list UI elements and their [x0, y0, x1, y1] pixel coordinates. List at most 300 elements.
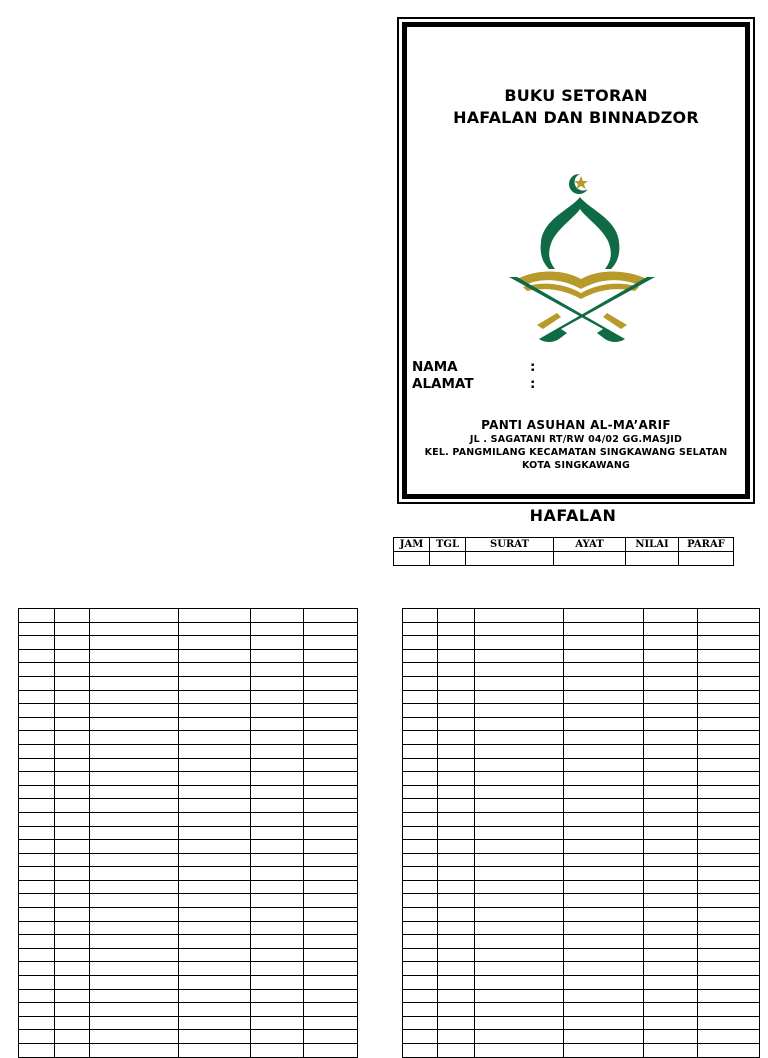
- table-cell[interactable]: [55, 894, 90, 908]
- table-cell[interactable]: [403, 812, 438, 826]
- table-cell[interactable]: [251, 880, 304, 894]
- table-cell[interactable]: [564, 840, 644, 854]
- table-cell[interactable]: [698, 622, 760, 636]
- table-cell[interactable]: [55, 1016, 90, 1030]
- table-cell[interactable]: [644, 704, 698, 718]
- table-cell[interactable]: [475, 894, 564, 908]
- table-cell[interactable]: [304, 976, 358, 990]
- table-cell[interactable]: [304, 1003, 358, 1017]
- table-cell[interactable]: [564, 1030, 644, 1044]
- table-cell[interactable]: [644, 690, 698, 704]
- table-cell[interactable]: [438, 921, 475, 935]
- table-cell[interactable]: [698, 840, 760, 854]
- table-cell[interactable]: [251, 731, 304, 745]
- table-cell[interactable]: [564, 976, 644, 990]
- table-cell[interactable]: [179, 636, 251, 650]
- table-cell[interactable]: [55, 676, 90, 690]
- table-cell[interactable]: [304, 649, 358, 663]
- table-cell[interactable]: [251, 853, 304, 867]
- table-cell[interactable]: [179, 894, 251, 908]
- table-cell[interactable]: [19, 649, 55, 663]
- table-cell[interactable]: [644, 731, 698, 745]
- table-cell[interactable]: [19, 853, 55, 867]
- table-cell[interactable]: [179, 826, 251, 840]
- table-cell[interactable]: [251, 935, 304, 949]
- table-cell[interactable]: [55, 663, 90, 677]
- table-cell[interactable]: [698, 1003, 760, 1017]
- table-cell[interactable]: [90, 976, 179, 990]
- table-cell[interactable]: [304, 948, 358, 962]
- table-cell[interactable]: [564, 704, 644, 718]
- table-cell[interactable]: [55, 962, 90, 976]
- table-cell[interactable]: [564, 758, 644, 772]
- table-cell[interactable]: [179, 799, 251, 813]
- table-cell[interactable]: [304, 853, 358, 867]
- table-cell[interactable]: [403, 1044, 438, 1058]
- table-cell[interactable]: [304, 717, 358, 731]
- table-cell[interactable]: [698, 908, 760, 922]
- table-cell[interactable]: [55, 948, 90, 962]
- table-cell[interactable]: [698, 921, 760, 935]
- table-cell[interactable]: [55, 840, 90, 854]
- table-cell[interactable]: [304, 785, 358, 799]
- table-cell[interactable]: [403, 853, 438, 867]
- table-cell[interactable]: [644, 1044, 698, 1058]
- table-cell[interactable]: [90, 880, 179, 894]
- table-cell[interactable]: [403, 772, 438, 786]
- table-cell[interactable]: [55, 867, 90, 881]
- table-cell[interactable]: [179, 1044, 251, 1058]
- table-cell[interactable]: [251, 609, 304, 623]
- table-cell[interactable]: [438, 962, 475, 976]
- table-cell[interactable]: [179, 962, 251, 976]
- table-cell[interactable]: [698, 717, 760, 731]
- table-cell[interactable]: [403, 785, 438, 799]
- table-cell[interactable]: [438, 826, 475, 840]
- table-cell[interactable]: [19, 880, 55, 894]
- table-cell[interactable]: [55, 908, 90, 922]
- table-cell[interactable]: [475, 609, 564, 623]
- table-cell[interactable]: [179, 785, 251, 799]
- table-cell[interactable]: [55, 812, 90, 826]
- table-cell[interactable]: [251, 785, 304, 799]
- table-cell[interactable]: [438, 840, 475, 854]
- table-cell[interactable]: [698, 853, 760, 867]
- table-cell[interactable]: [438, 935, 475, 949]
- table-cell[interactable]: [644, 1030, 698, 1044]
- table-cell[interactable]: [403, 1003, 438, 1017]
- table-cell[interactable]: [90, 948, 179, 962]
- table-cell[interactable]: [564, 812, 644, 826]
- table-cell[interactable]: [90, 1003, 179, 1017]
- table-cell[interactable]: [304, 867, 358, 881]
- table-cell[interactable]: [251, 758, 304, 772]
- table-cell[interactable]: [19, 1016, 55, 1030]
- table-cell[interactable]: [179, 649, 251, 663]
- table-cell[interactable]: [475, 799, 564, 813]
- table-cell[interactable]: [564, 894, 644, 908]
- table-cell[interactable]: [475, 867, 564, 881]
- table-cell[interactable]: [251, 772, 304, 786]
- table-cell[interactable]: [475, 812, 564, 826]
- table-cell[interactable]: [564, 908, 644, 922]
- table-cell[interactable]: [644, 785, 698, 799]
- table-cell[interactable]: [644, 772, 698, 786]
- table-cell[interactable]: [251, 636, 304, 650]
- table-cell[interactable]: [304, 690, 358, 704]
- table-cell[interactable]: [475, 989, 564, 1003]
- table-cell[interactable]: [304, 609, 358, 623]
- table-cell[interactable]: [403, 867, 438, 881]
- table-cell[interactable]: [438, 636, 475, 650]
- table-cell[interactable]: [55, 1044, 90, 1058]
- table-cell[interactable]: [698, 894, 760, 908]
- table-cell[interactable]: [251, 1030, 304, 1044]
- table-cell[interactable]: [90, 609, 179, 623]
- table-cell[interactable]: [19, 690, 55, 704]
- table-cell[interactable]: [403, 758, 438, 772]
- table-cell[interactable]: [438, 704, 475, 718]
- table-cell[interactable]: [644, 636, 698, 650]
- table-cell[interactable]: [644, 826, 698, 840]
- table-cell[interactable]: [403, 1030, 438, 1044]
- table-cell[interactable]: [90, 717, 179, 731]
- table-cell[interactable]: [475, 649, 564, 663]
- table-cell[interactable]: [179, 1003, 251, 1017]
- table-cell[interactable]: [403, 622, 438, 636]
- table-cell[interactable]: [304, 622, 358, 636]
- table-cell[interactable]: [90, 704, 179, 718]
- table-cell[interactable]: [304, 772, 358, 786]
- table-cell[interactable]: [55, 758, 90, 772]
- table-cell[interactable]: [644, 622, 698, 636]
- table-cell[interactable]: [179, 704, 251, 718]
- table-cell[interactable]: [251, 840, 304, 854]
- table-cell[interactable]: [251, 826, 304, 840]
- table-cell[interactable]: [251, 676, 304, 690]
- table-cell[interactable]: [304, 663, 358, 677]
- table-cell[interactable]: [19, 948, 55, 962]
- table-cell[interactable]: [679, 552, 734, 566]
- table-cell[interactable]: [698, 690, 760, 704]
- table-cell[interactable]: [403, 799, 438, 813]
- table-cell[interactable]: [564, 744, 644, 758]
- table-cell[interactable]: [304, 636, 358, 650]
- table-cell[interactable]: [403, 663, 438, 677]
- table-cell[interactable]: [19, 758, 55, 772]
- table-cell[interactable]: [644, 663, 698, 677]
- table-cell[interactable]: [698, 1030, 760, 1044]
- table-cell[interactable]: [179, 717, 251, 731]
- table-cell[interactable]: [179, 676, 251, 690]
- table-cell[interactable]: [564, 989, 644, 1003]
- table-cell[interactable]: [403, 976, 438, 990]
- table-cell[interactable]: [251, 744, 304, 758]
- table-cell[interactable]: [304, 799, 358, 813]
- table-cell[interactable]: [475, 690, 564, 704]
- table-cell[interactable]: [179, 840, 251, 854]
- table-cell[interactable]: [438, 880, 475, 894]
- table-cell[interactable]: [90, 690, 179, 704]
- table-cell[interactable]: [644, 717, 698, 731]
- table-cell[interactable]: [438, 812, 475, 826]
- table-cell[interactable]: [90, 1030, 179, 1044]
- table-cell[interactable]: [55, 609, 90, 623]
- table-cell[interactable]: [90, 962, 179, 976]
- table-cell[interactable]: [403, 826, 438, 840]
- table-cell[interactable]: [438, 989, 475, 1003]
- table-cell[interactable]: [475, 744, 564, 758]
- table-cell[interactable]: [698, 812, 760, 826]
- table-cell[interactable]: [438, 622, 475, 636]
- table-cell[interactable]: [55, 772, 90, 786]
- table-cell[interactable]: [251, 1044, 304, 1058]
- table-cell[interactable]: [644, 962, 698, 976]
- table-cell[interactable]: [698, 731, 760, 745]
- table-cell[interactable]: [644, 935, 698, 949]
- table-cell[interactable]: [438, 908, 475, 922]
- table-cell[interactable]: [90, 731, 179, 745]
- table-cell[interactable]: [251, 962, 304, 976]
- table-cell[interactable]: [438, 609, 475, 623]
- table-cell[interactable]: [19, 962, 55, 976]
- table-cell[interactable]: [403, 676, 438, 690]
- table-cell[interactable]: [698, 785, 760, 799]
- table-cell[interactable]: [179, 948, 251, 962]
- table-cell[interactable]: [304, 676, 358, 690]
- table-cell[interactable]: [475, 1003, 564, 1017]
- table-cell[interactable]: [179, 867, 251, 881]
- table-cell[interactable]: [644, 989, 698, 1003]
- table-cell[interactable]: [438, 785, 475, 799]
- table-cell[interactable]: [55, 853, 90, 867]
- table-cell[interactable]: [19, 799, 55, 813]
- table-cell[interactable]: [698, 962, 760, 976]
- table-cell[interactable]: [475, 935, 564, 949]
- table-cell[interactable]: [90, 676, 179, 690]
- table-cell[interactable]: [19, 1044, 55, 1058]
- table-cell[interactable]: [644, 676, 698, 690]
- table-cell[interactable]: [19, 731, 55, 745]
- table-cell[interactable]: [304, 962, 358, 976]
- table-cell[interactable]: [55, 744, 90, 758]
- table-cell[interactable]: [90, 649, 179, 663]
- table-cell[interactable]: [304, 1044, 358, 1058]
- table-cell[interactable]: [19, 772, 55, 786]
- table-cell[interactable]: [179, 772, 251, 786]
- table-cell[interactable]: [475, 1044, 564, 1058]
- table-cell[interactable]: [644, 840, 698, 854]
- table-cell[interactable]: [438, 948, 475, 962]
- table-cell[interactable]: [90, 785, 179, 799]
- table-cell[interactable]: [90, 758, 179, 772]
- table-cell[interactable]: [304, 894, 358, 908]
- table-cell[interactable]: [251, 867, 304, 881]
- table-cell[interactable]: [438, 1030, 475, 1044]
- table-cell[interactable]: [475, 676, 564, 690]
- table-cell[interactable]: [90, 636, 179, 650]
- table-cell[interactable]: [475, 880, 564, 894]
- table-cell[interactable]: [251, 1003, 304, 1017]
- table-cell[interactable]: [564, 826, 644, 840]
- table-cell[interactable]: [179, 908, 251, 922]
- table-cell[interactable]: [19, 663, 55, 677]
- table-cell[interactable]: [19, 717, 55, 731]
- table-cell[interactable]: [251, 649, 304, 663]
- table-cell[interactable]: [644, 799, 698, 813]
- table-cell[interactable]: [564, 690, 644, 704]
- table-cell[interactable]: [251, 908, 304, 922]
- table-cell[interactable]: [55, 717, 90, 731]
- table-cell[interactable]: [475, 704, 564, 718]
- table-cell[interactable]: [466, 552, 554, 566]
- table-cell[interactable]: [438, 1044, 475, 1058]
- table-cell[interactable]: [304, 921, 358, 935]
- table-cell[interactable]: [251, 663, 304, 677]
- table-cell[interactable]: [475, 840, 564, 854]
- table-cell[interactable]: [438, 799, 475, 813]
- table-cell[interactable]: [564, 609, 644, 623]
- table-cell[interactable]: [438, 894, 475, 908]
- table-cell[interactable]: [251, 921, 304, 935]
- table-cell[interactable]: [55, 785, 90, 799]
- table-cell[interactable]: [19, 826, 55, 840]
- table-cell[interactable]: [19, 908, 55, 922]
- table-cell[interactable]: [438, 663, 475, 677]
- table-cell[interactable]: [644, 948, 698, 962]
- table-cell[interactable]: [19, 636, 55, 650]
- table-cell[interactable]: [19, 1030, 55, 1044]
- table-cell[interactable]: [475, 1030, 564, 1044]
- table-cell[interactable]: [698, 649, 760, 663]
- table-cell[interactable]: [55, 1030, 90, 1044]
- table-cell[interactable]: [564, 799, 644, 813]
- table-cell[interactable]: [179, 976, 251, 990]
- table-cell[interactable]: [179, 935, 251, 949]
- table-cell[interactable]: [475, 731, 564, 745]
- table-cell[interactable]: [55, 636, 90, 650]
- table-cell[interactable]: [403, 1016, 438, 1030]
- table-cell[interactable]: [564, 785, 644, 799]
- table-cell[interactable]: [19, 704, 55, 718]
- table-cell[interactable]: [698, 1044, 760, 1058]
- table-cell[interactable]: [90, 867, 179, 881]
- table-cell[interactable]: [251, 1016, 304, 1030]
- table-cell[interactable]: [304, 812, 358, 826]
- table-cell[interactable]: [698, 799, 760, 813]
- table-cell[interactable]: [438, 758, 475, 772]
- table-cell[interactable]: [564, 867, 644, 881]
- table-cell[interactable]: [55, 1003, 90, 1017]
- table-cell[interactable]: [698, 1016, 760, 1030]
- table-cell[interactable]: [251, 704, 304, 718]
- table-cell[interactable]: [438, 717, 475, 731]
- table-cell[interactable]: [403, 704, 438, 718]
- table-cell[interactable]: [304, 908, 358, 922]
- table-cell[interactable]: [55, 731, 90, 745]
- table-cell[interactable]: [90, 826, 179, 840]
- table-cell[interactable]: [55, 880, 90, 894]
- table-cell[interactable]: [403, 908, 438, 922]
- table-cell[interactable]: [698, 826, 760, 840]
- table-cell[interactable]: [251, 812, 304, 826]
- table-cell[interactable]: [475, 772, 564, 786]
- table-cell[interactable]: [403, 609, 438, 623]
- table-cell[interactable]: [90, 744, 179, 758]
- table-cell[interactable]: [403, 744, 438, 758]
- table-cell[interactable]: [90, 921, 179, 935]
- table-cell[interactable]: [304, 880, 358, 894]
- table-cell[interactable]: [475, 622, 564, 636]
- table-cell[interactable]: [90, 853, 179, 867]
- table-cell[interactable]: [564, 1003, 644, 1017]
- table-cell[interactable]: [438, 867, 475, 881]
- table-cell[interactable]: [564, 1016, 644, 1030]
- table-cell[interactable]: [564, 853, 644, 867]
- table-cell[interactable]: [179, 744, 251, 758]
- table-cell[interactable]: [475, 962, 564, 976]
- table-cell[interactable]: [251, 799, 304, 813]
- table-cell[interactable]: [19, 894, 55, 908]
- table-cell[interactable]: [644, 867, 698, 881]
- table-cell[interactable]: [55, 690, 90, 704]
- table-cell[interactable]: [55, 989, 90, 1003]
- table-cell[interactable]: [304, 1016, 358, 1030]
- table-cell[interactable]: [438, 649, 475, 663]
- table-cell[interactable]: [179, 921, 251, 935]
- table-cell[interactable]: [403, 717, 438, 731]
- table-cell[interactable]: [564, 935, 644, 949]
- table-cell[interactable]: [564, 880, 644, 894]
- table-cell[interactable]: [475, 921, 564, 935]
- table-cell[interactable]: [644, 976, 698, 990]
- table-cell[interactable]: [698, 989, 760, 1003]
- table-cell[interactable]: [55, 935, 90, 949]
- table-cell[interactable]: [251, 976, 304, 990]
- table-cell[interactable]: [698, 676, 760, 690]
- table-cell[interactable]: [698, 744, 760, 758]
- table-cell[interactable]: [475, 826, 564, 840]
- table-cell[interactable]: [403, 840, 438, 854]
- table-cell[interactable]: [698, 867, 760, 881]
- table-cell[interactable]: [179, 731, 251, 745]
- table-cell[interactable]: [475, 663, 564, 677]
- table-cell[interactable]: [90, 622, 179, 636]
- table-cell[interactable]: [19, 989, 55, 1003]
- table-cell[interactable]: [644, 1016, 698, 1030]
- table-cell[interactable]: [403, 636, 438, 650]
- table-cell[interactable]: [438, 772, 475, 786]
- table-cell[interactable]: [403, 935, 438, 949]
- table-cell[interactable]: [698, 663, 760, 677]
- table-cell[interactable]: [90, 663, 179, 677]
- table-cell[interactable]: [564, 1044, 644, 1058]
- table-cell[interactable]: [475, 976, 564, 990]
- table-cell[interactable]: [564, 649, 644, 663]
- table-cell[interactable]: [179, 690, 251, 704]
- table-cell[interactable]: [55, 826, 90, 840]
- table-cell[interactable]: [19, 921, 55, 935]
- table-cell[interactable]: [430, 552, 466, 566]
- table-cell[interactable]: [438, 676, 475, 690]
- table-cell[interactable]: [438, 976, 475, 990]
- table-cell[interactable]: [55, 921, 90, 935]
- table-cell[interactable]: [698, 976, 760, 990]
- table-cell[interactable]: [179, 989, 251, 1003]
- table-cell[interactable]: [304, 704, 358, 718]
- table-cell[interactable]: [564, 948, 644, 962]
- table-cell[interactable]: [475, 785, 564, 799]
